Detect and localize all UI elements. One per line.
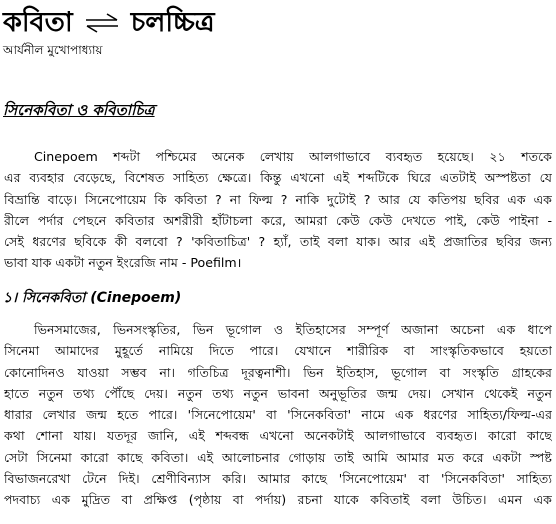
paragraph-line: বিভাজনরেখা টেনে দিই। শ্রেণীবিন্যাস করি। আমার কাছে 'সিনেপোয়েম' বা 'সিনেকবিতা' সাহিত্য	[4, 471, 552, 487]
paragraph-line: পদবাচ্য এক মুদ্রিত বা প্রক্ষিপ্ত (পৃষ্ঠায় বা পর্দায়) রচনা যাকে কবিতাই বলা উচিত। এমন এক	[4, 492, 552, 508]
paragraph-line: বিভ্রান্তি বাড়ে। সিনেপোয়েম কি কবিতা ? না ফিল্ম ? নাকি দুটোই ? আর যে কতিপয় ছবির এক এক	[4, 191, 552, 207]
equilibrium-arrows-icon	[83, 13, 121, 33]
paragraph-line: ধারার লেখার জন্ম হতে পারে। 'সিনেপোয়েম' বা 'সিনেকবিতা' নামে এক ধরণের সাহিত্য/ফিল্ম-এর	[4, 407, 552, 423]
author-name: আর্যনীল মুখোপাধ্যায়	[3, 43, 103, 57]
paragraph-line: সেটা সিনেমা কারো কাছে কবিতা। এই আলোচনার গোড়ায় তাই আমি আমার মত করে একটা স্পষ্ট	[4, 449, 552, 465]
paragraph-line: কোনোদিনও যাওয়া সম্ভব না। গতিচিত্র দূরত্বনাশী। ভিন ইতিহাস, ভূগোল বা সংস্কৃতি গ্রাহকের	[4, 364, 552, 380]
paragraph-line: সিনেমা আমাদের মুহূর্তে নামিয়ে দিতে পারে। যেখানে শারীরিক বা সাংস্কৃতিকভাবে হয়তো	[4, 343, 552, 359]
paragraph-intro	[4, 146, 552, 274]
subsection-heading: ১। সিনেকবিতা (Cinepoem)	[3, 290, 182, 306]
title-cinema: চলচ্চিত্র	[130, 7, 215, 38]
paragraph-line: কথা শোনা যায়। যতদূর জানি, এই শব্দবন্ধ এখনো অনেকটাই আলগাভাবে ব্যবহৃত। কারো কাছে	[4, 428, 552, 444]
document-title	[3, 4, 215, 42]
section-heading: সিনেকবিতা ও কবিতাচিত্র	[3, 101, 155, 119]
paragraph-line: হাতে নতুন তথ্য পৌঁছে দেয়। নতুন তথ্য নতুন ভাবনা অনুভূতির জন্ম দেয়। সেখান থেকেই নতুন	[4, 385, 552, 401]
paragraph-line: রীলে পর্দার পেছনে কবিতার অশরীরী হাঁটাচলা করে, আমরা কেউ কেউ দেখতে পাই, কেউ পাইনা -	[4, 212, 552, 228]
paragraph-line: ভিনসমাজের, ভিনসংস্কৃতির, ভিন ভূগোল ও ইতিহাসের সম্পূর্ণ অজানা অচেনা এক ধাপে	[34, 322, 552, 337]
paragraph-cinepoem	[4, 319, 552, 511]
paragraph-line: ভাবা যাক একটা নতুন ইংরেজি নাম - Poefilm।	[4, 255, 242, 271]
paragraph-line: সেই ধরণের ছবিকে কী বলবো ? 'কবিতাচিত্র' ? হ্যাঁ, তাই বলা যাক। আর এই প্রজাতির ছবির জন্য	[4, 234, 552, 250]
title-poetry: কবিতা	[3, 7, 73, 38]
paragraph-line: এর ব্যবহার বেড়েছে, বিশেষত সাহিত্য ক্ষেত্রে। কিন্তু এখনো এই শব্দটিকে ঘিরে এতটাই অস্পষ্টতা যে	[4, 170, 552, 186]
paragraph-line: Cinepoem শব্দটা পশ্চিমের অনেক লেখায় আলগাভাবে ব্যবহৃত হয়েছে। ২১ শতকে	[34, 149, 552, 164]
